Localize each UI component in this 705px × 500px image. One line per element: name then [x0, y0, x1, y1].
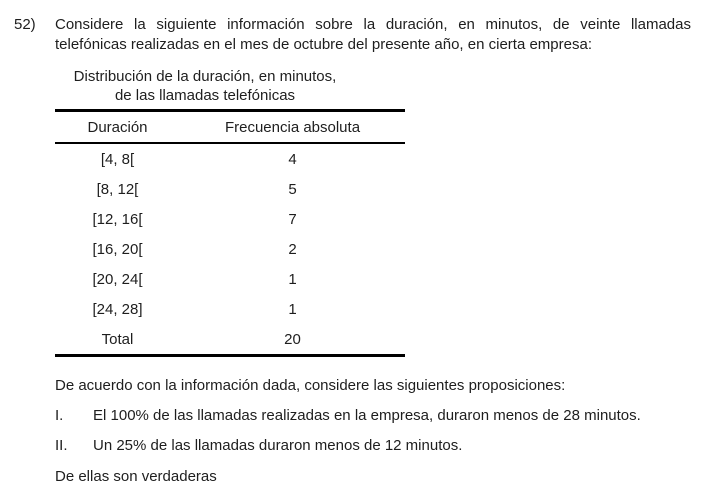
- frequency-cell: 2: [288, 240, 297, 258]
- column-header-frecuencia: Frecuencia absoluta: [224, 118, 361, 136]
- table-title-line-2: de las llamadas telefónicas: [114, 87, 296, 104]
- table-row: [55, 174, 405, 204]
- table-row: [55, 294, 405, 324]
- duration-cell: [16, 20[: [92, 240, 143, 258]
- propositions-closing: De ellas son verdaderas: [55, 468, 217, 485]
- table-title-line-1: Distribución de la duración, en minutos,: [73, 68, 337, 85]
- proposition-text: Un 25% de las llamadas duraron menos de 12 minutos.: [93, 437, 463, 454]
- frequency-cell: 7: [288, 210, 297, 228]
- frequency-cell: 20: [284, 330, 301, 348]
- table-row: [55, 144, 405, 174]
- duration-cell: Total: [101, 330, 134, 348]
- duration-cell: [20, 24[: [92, 270, 143, 288]
- duration-cell: [4, 8[: [100, 150, 135, 168]
- proposition-marker: I.: [55, 407, 64, 424]
- duration-cell: [24, 28]: [92, 300, 143, 318]
- table-title: [55, 67, 355, 105]
- proposition-text: El 100% de las llamadas realizadas en la empresa, duraron menos de 28 minutos.: [93, 407, 641, 424]
- proposition-item-1: [55, 407, 685, 425]
- frequency-cell: 5: [288, 180, 297, 198]
- table-row-total: [55, 324, 405, 354]
- propositions-intro: De acuerdo con la información dada, considere las siguientes proposiciones:: [55, 377, 566, 394]
- table-row: [55, 264, 405, 294]
- frequency-table: [55, 109, 405, 357]
- frequency-cell: 1: [288, 300, 297, 318]
- frequency-cell: 4: [288, 150, 297, 168]
- table-bottom-rule: [55, 354, 405, 357]
- problem-statement: Considere la siguiente información sobre la duración, en minutos, de veinte llamadas telefónicas realizadas en el mes de octubre del presente año, en cierta empresa:: [55, 16, 691, 53]
- table-row: [55, 204, 405, 234]
- column-header-duracion: Duración: [87, 118, 148, 136]
- proposition-marker: II.: [55, 437, 68, 454]
- duration-cell: [12, 16[: [92, 210, 143, 228]
- problem-number: 52): [14, 16, 36, 33]
- table-row: [55, 234, 405, 264]
- duration-cell: [8, 12[: [96, 180, 139, 198]
- proposition-item-2: [55, 437, 685, 455]
- frequency-cell: 1: [288, 270, 297, 288]
- table-header-row: [55, 112, 405, 142]
